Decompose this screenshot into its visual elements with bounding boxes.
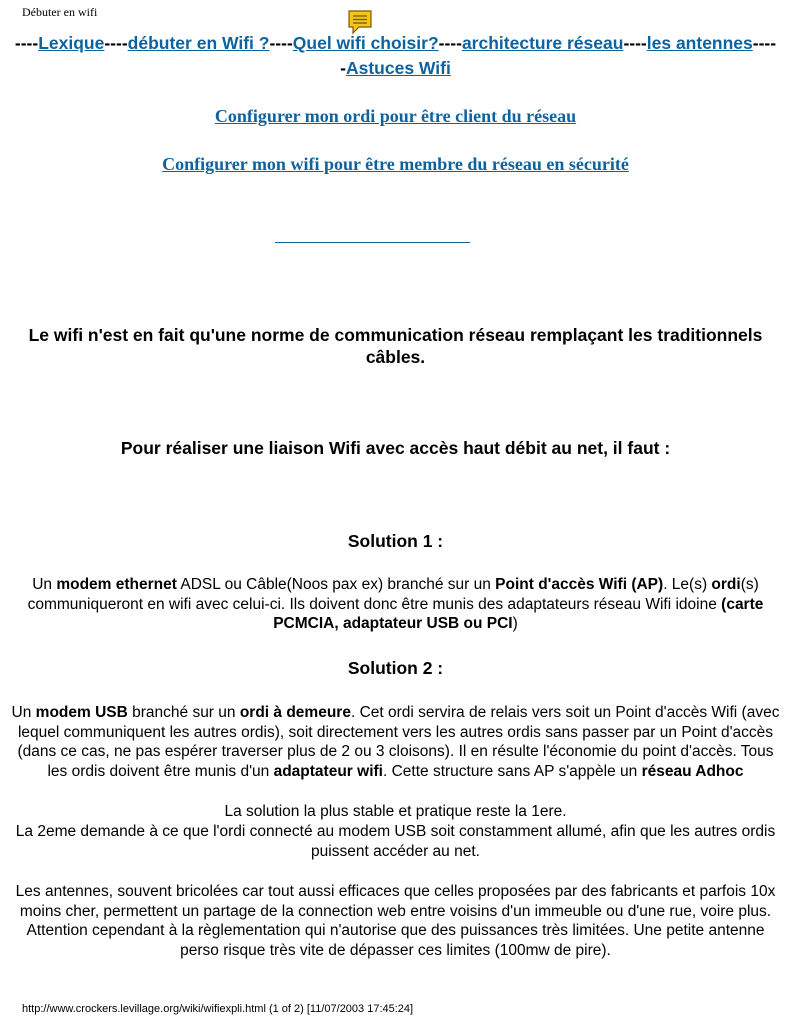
horizontal-divider — [275, 242, 470, 243]
config-secure-row — [0, 154, 791, 175]
nav-link-quel-wifi[interactable]: Quel wifi choisir? — [292, 33, 439, 53]
print-footer-url: http://www.crockers.levillage.org/wiki/wifiexpli.html (1 of 2) [11/07/2003 17:45:24] — [22, 1003, 414, 1015]
nav-link-architecture[interactable]: architecture réseau — [461, 33, 624, 53]
print-header-title: Débuter en wifi — [22, 5, 98, 19]
nav-link-astuces[interactable]: Astuces Wifi — [345, 58, 451, 78]
solution2-paragraph: Un modem USB branché sur un ordi à demeure. Cet ordi servira de relais vers soit un Point d'accès Wifi (avec lequel communiquent les autres ordis), soit directement vers les autres ordis sans passer par un Point d'accès (dans ce cas, ne pas espérer traverser plus de 2 ou 3 cloisons). Il en résulte l'économie du point d'accès. Tous les ordis doivent être munis d'un adaptateur wifi. Cette structure sans AP s'appèle un réseau Adhoc — [11, 704, 780, 780]
solution1-title: Solution 1 : — [347, 531, 444, 551]
intro-heading: Le wifi n'est en fait qu'une norme de communication réseau remplaçant les traditionnels câbles. — [28, 325, 763, 367]
solution2-title: Solution 2 : — [347, 658, 444, 678]
nav-separator: ---- — [438, 33, 462, 53]
antennas-paragraph: Les antennes, souvent bricolées car tout aussi efficaces que celles proposées par des fabricants et parfois 10x moins cher, permettent un partage de la connection web entre voisins d'un immeuble ou d'une rue, voire plus. Attention cependant à la règlementation qui n'autorise que des puissances très limitées. Une petite antenne perso risque très vite de dépasser ces limites (100mw de pire). — [15, 883, 776, 959]
nav-separator: ---- — [104, 33, 128, 53]
nav-separator: ---- — [14, 33, 39, 53]
config-client-row — [0, 106, 791, 127]
top-navigation — [8, 31, 783, 81]
solution1-paragraph: Un modem ethernet ADSL ou Câble(Noos pax ex) branché sur un Point d'accès Wifi (AP). Le(s) ordi(s) communiqueront en wifi avec celui-ci. Ils doivent donc être munis des adaptateurs réseau Wifi idoine (carte PCMCIA, adaptateur USB ou PCI) — [27, 576, 764, 632]
stable-solution-line: La solution la plus stable et pratique reste la 1ere. — [224, 803, 567, 820]
nav-link-antennes[interactable]: les antennes — [646, 33, 753, 53]
nav-link-debuter[interactable]: débuter en Wifi ? — [127, 33, 270, 53]
usb-always-on-note: La 2eme demande à ce que l'ordi connecté au modem USB soit constamment allumé, afin que les autres ordis puissent accéder au net. — [15, 823, 776, 860]
nav-separator: ---- — [623, 33, 647, 53]
nav-separator: - — [340, 58, 346, 78]
liaison-heading: Pour réaliser une liaison Wifi avec accès haut débit au net, il faut : — [120, 438, 671, 458]
config-secure-link[interactable]: Configurer mon wifi pour être membre du réseau en sécurité — [162, 154, 629, 174]
nav-separator: ---- — [269, 33, 293, 53]
nav-separator: ---- — [752, 33, 777, 53]
nav-link-lexique[interactable]: Lexique — [38, 33, 105, 53]
config-client-link[interactable]: Configurer mon ordi pour être client du réseau — [214, 106, 577, 126]
